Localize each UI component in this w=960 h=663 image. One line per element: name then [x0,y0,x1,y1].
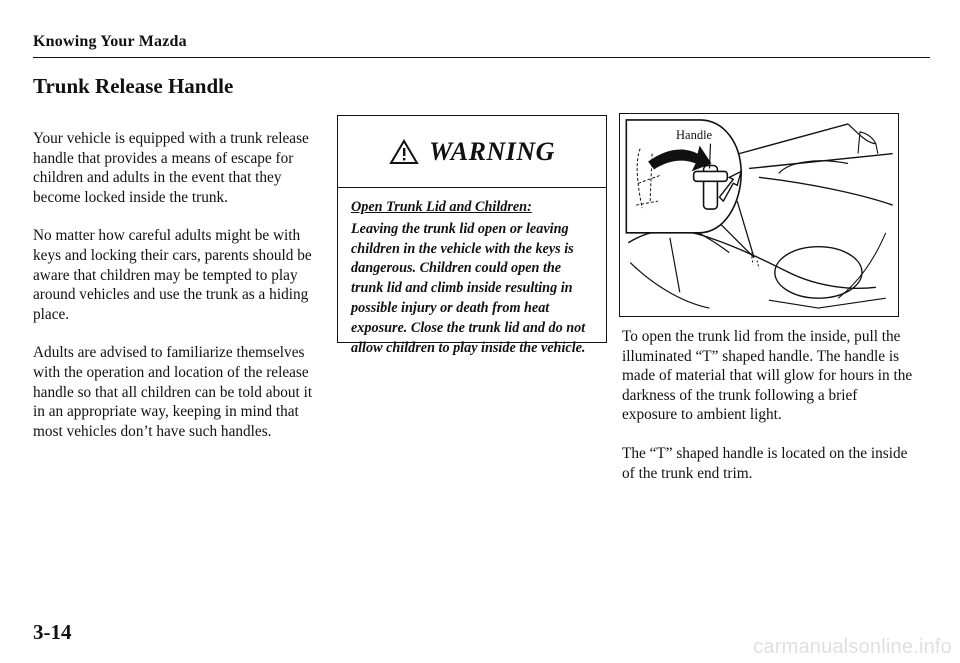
car-rear-illustration [620,114,898,316]
trunk-handle-illustration [619,113,899,317]
handle-label: Handle [676,128,713,142]
running-header: Knowing Your Mazda [33,33,187,50]
section-title: Trunk Release Handle [33,74,234,98]
header-rule [33,57,930,58]
left-column [33,129,318,460]
right-paragraph-1: To open the trunk lid from the inside, pull the illuminated “T” shaped handle. The handle is made of material that will glow for hours in the darkness of the trunk following a brief exposure to ambient light. [622,328,913,424]
warning-text: Leaving the trunk lid open or leaving children in the vehicle with the keys is dangerous. Children could open the trunk lid and climb inside resulting in possible injury or death from heat exposure. Close the trunk lid and do not allow children to play inside the vehicle. [351,220,586,356]
warning-triangle-icon [389,139,419,165]
warning-header [338,116,606,188]
warning-box [337,115,607,356]
page-number: 3-14 [33,620,72,644]
warning-subtitle: Open Trunk Lid and Children: [351,199,532,215]
warning-title: WARNING [429,136,555,166]
watermark: carmanualsonline.info [753,636,952,658]
left-paragraph-1: Your vehicle is equipped with a trunk release handle that provides a means of escape for children and adults in the event that they become locked inside the trunk. [33,130,309,206]
left-paragraph-3: Adults are advised to familiarize themselves with the operation and location of the release handle so that all children can be told about it in an appropriate way, keeping in mind that most vehicles don’t have such handles. [33,344,313,440]
right-paragraph-2: The “T” shaped handle is located on the inside of the trunk end trim. [622,444,908,482]
right-column [622,327,914,502]
left-paragraph-2: No matter how careful adults might be with keys and locking their cars, parents should be aware that children may be tempted to play around vehicles and use the trunk as a hiding place. [33,227,312,323]
warning-body [338,188,606,358]
